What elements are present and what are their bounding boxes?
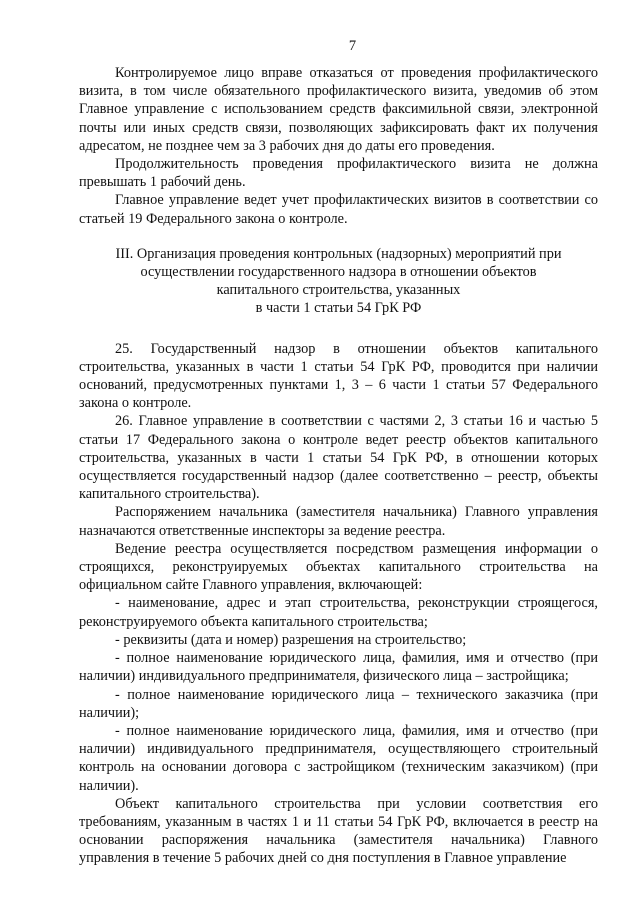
section-body — [79, 340, 598, 868]
paragraph: Объект капитального строительства при условии соответствия его требованиям, указанным в частях 1 и 11 статьи 54 ГрК РФ, включается в реестр на основании распоряжения начальника (заместителя начальника) Главного управления в течение 5 рабочих дней со дня поступления в Главное управление — [79, 795, 598, 867]
section-heading — [79, 245, 598, 318]
paragraph: Продолжительность проведения профилактического визита не должна превышать 1 рабочий день. — [79, 156, 598, 191]
paragraph: Ведение реестра осуществляется посредством размещения информации о строящихся, реконструируемых объектах капитального строительства на официальном сайте Главного управления, включающей: — [79, 540, 598, 594]
list-item: - полное наименование юридического лица – технического заказчика (при наличии); — [79, 686, 598, 721]
paragraph-25: 25. Государственный надзор в отношении объектов капитального строительства, указанных в части 1 статьи 54 ГрК РФ, проводится при наличии оснований, предусмотренных пунктами 1, 3 – 6 части 1 статьи 57 Федерального закона о контроле. — [79, 340, 598, 412]
section-heading-line: III. Организация проведения контрольных (надзорных) мероприятий при — [115, 245, 562, 262]
list-item: - реквизиты (дата и номер) разрешения на строительство; — [115, 631, 467, 648]
paragraph-26: 26. Главное управление в соответствии с частями 2, 3 статьи 16 и частью 5 статьи 17 Федерального закона о контроле ведет реестр объектов капитального строительства, указанных в части 1 статьи 54 ГрК РФ, в отношении которых осуществляется государственный надзор (далее соответственно – реестр, объекты капитального строительства). — [79, 413, 598, 503]
paragraph: Распоряжением начальника (заместителя начальника) Главного управления назначаются ответственные инспекторы за ведение реестра. — [79, 504, 598, 539]
paragraph: Контролируемое лицо вправе отказаться от проведения профилактического визита, в том числе обязательного профилактического визита, уведомив об этом Главное управление с использованием средств факсимильной связи, электронной почты или иных средств связи, позволяющих зафиксировать факт их получения адресатом, не позднее чем за 3 рабочих дня до даты его проведения. — [79, 65, 598, 154]
list-item: - полное наименование юридического лица, фамилия, имя и отчество (при наличии) индивидуального предпринимателя, физического лица – застройщика; — [79, 650, 598, 685]
section-heading-line: капитального строительства, указанных — [216, 282, 461, 299]
intro-paragraphs — [79, 64, 598, 228]
section-heading-line: осуществлении государственного надзора в отношении объектов — [140, 264, 537, 281]
paragraph: Главное управление ведет учет профилактических визитов в соответствии со статьей 19 Федерального закона о контроле. — [79, 192, 598, 227]
page-number: 7 — [348, 38, 357, 54]
list-item: - наименование, адрес и этап строительства, реконструкции строящегося, реконструируемого объекта капитального строительства; — [79, 595, 598, 630]
list-item: - полное наименование юридического лица, фамилия, имя и отчество (при наличии) индивидуального предпринимателя, осуществляющего строительный контроль на основании договора с застройщиком (техническим заказчиком) (при наличии). — [79, 722, 598, 794]
section-heading-line: в части 1 статьи 54 ГрК РФ — [255, 300, 422, 317]
